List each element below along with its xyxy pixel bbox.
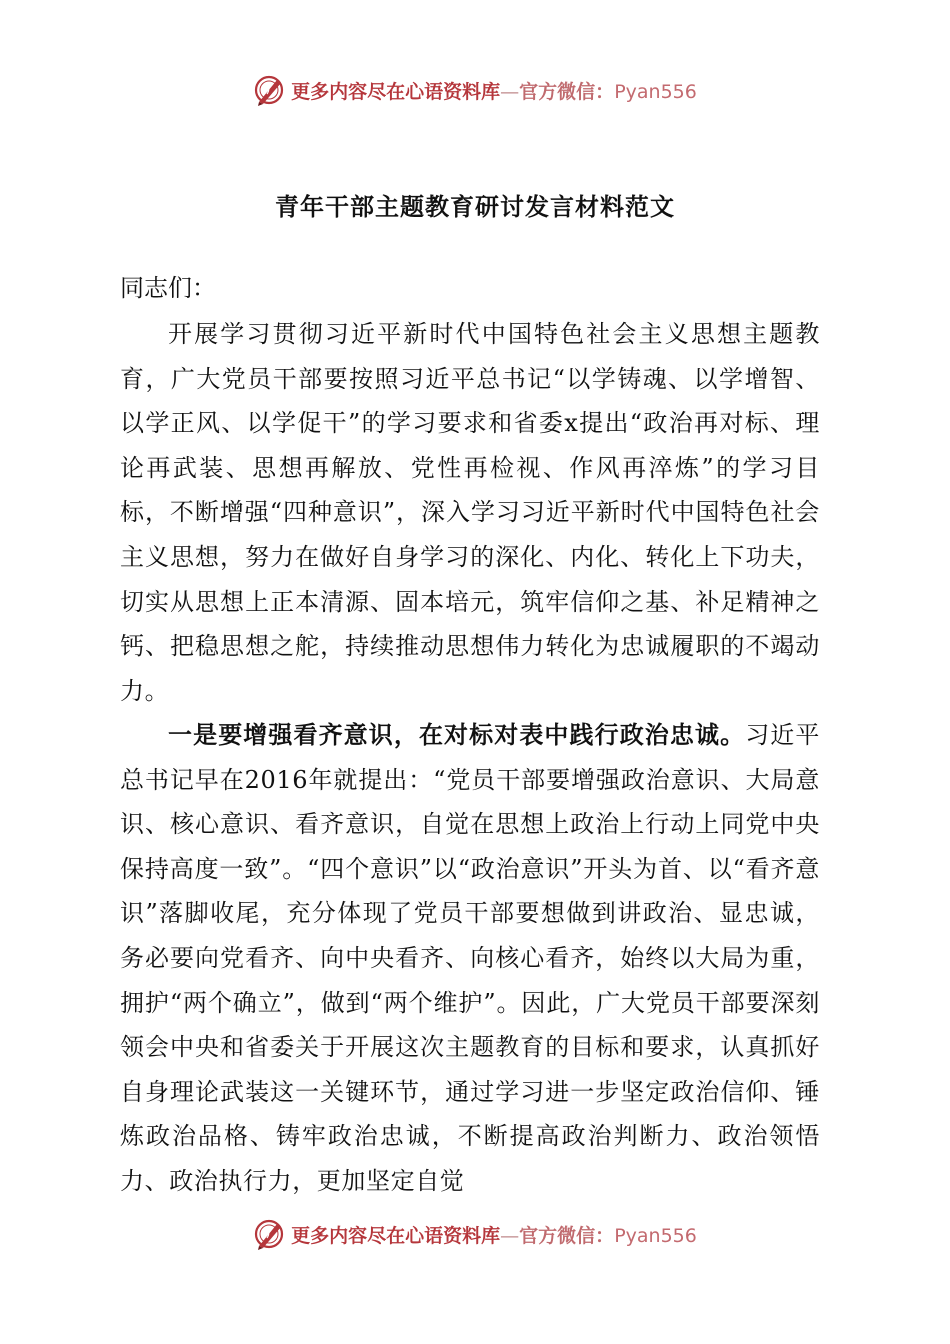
- pen-logo-icon: [253, 1216, 287, 1252]
- footer-watermark: [0, 1216, 950, 1252]
- watermark-account: Pyan556: [614, 1224, 697, 1247]
- salutation: 同志们：: [120, 274, 216, 302]
- document-title: 青年干部主题教育研讨发言材料范文: [275, 192, 675, 221]
- watermark-wechat-label: 官方微信：: [519, 1224, 615, 1247]
- paragraph-body: 习近平总书记早在2016年就提出：“党员干部要增强政治意识、大局意识、核心意识、看齐意识，自觉在思想上政治上行动上同党中央保持高度一致”。“四个意识”以“政治意识”开头为首、以“看齐意识”落脚收尾，充分体现了党员干部要想做到讲政治、显忠诚，务必要向党看齐、向中央看齐、向核心看齐，始终以大局为重，拥护“两个确立”，做到“两个维护”。因此，广大党员干部要深刻领会中央和省委关于开展这次主题教育的目标和要求，认真抓好自身理论武装这一关键环节，通过学习进一步坚定政治信仰、锤炼政治品格、铸牢政治忠诚，不断提高政治判断力、政治领悟力、政治执行力，更加坚定自觉: [120, 721, 820, 1195]
- paragraph-intro: 开展学习贯彻习近平新时代中国特色社会主义思想主题教育，广大党员干部要按照习近平总书记“以学铸魂、以学增智、以学正风、以学促干”的学习要求和省委x提出“政治再对标、理论再武装、思想再解放、党性再检视、作风再淬炼”的学习目标，不断增强“四种意识”，深入学习习近平新时代中国特色社会主义思想，努力在做好自身学习的深化、内化、转化上下功夫，切实从思想上正本清源、固本培元，筑牢信仰之基、补足精神之钙、把稳思想之舵，持续推动思想伟力转化为忠诚履职的不竭动力。: [120, 320, 820, 705]
- watermark-text: [291, 1221, 697, 1248]
- watermark-library: 更多内容尽在心语资料库: [291, 1224, 501, 1247]
- pen-logo-icon: [253, 72, 287, 108]
- watermark-wechat-label: 官方微信：: [519, 80, 615, 103]
- watermark-library: 更多内容尽在心语资料库: [291, 80, 501, 103]
- paragraph-lead: 一是要增强看齐意识，在对标对表中践行政治忠诚。: [168, 720, 746, 749]
- paragraph-point-one: [120, 713, 820, 1204]
- watermark-separator: —: [500, 80, 520, 103]
- watermark-account: Pyan556: [614, 80, 697, 103]
- watermark-separator: —: [500, 1224, 520, 1247]
- watermark-text: [291, 77, 697, 104]
- header-watermark: [0, 72, 950, 108]
